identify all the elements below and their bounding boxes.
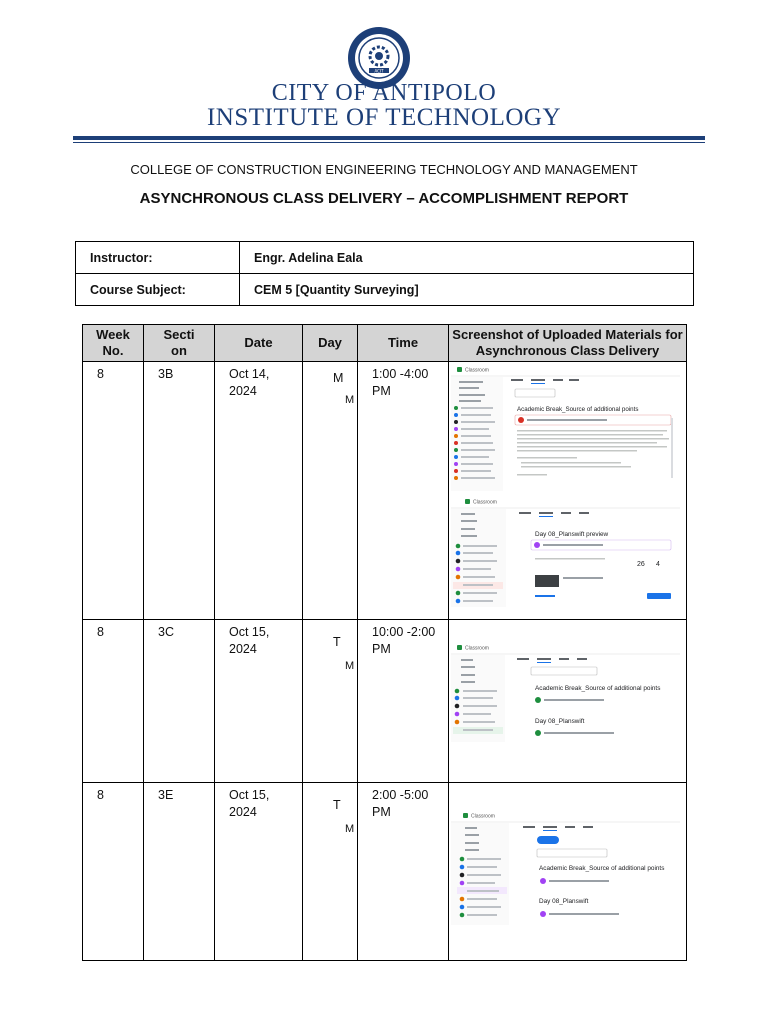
cell-section: 3B: [144, 362, 215, 620]
cell-week: 8: [83, 783, 144, 961]
svg-text:Classroom: Classroom: [471, 813, 495, 820]
header-time: Time: [358, 325, 449, 362]
header-day: Day: [303, 325, 358, 362]
svg-text:Classroom: Classroom: [465, 367, 489, 374]
cell-section: 3E: [144, 783, 215, 961]
cell-day: M M: [303, 362, 358, 620]
svg-text:ACIT: ACIT: [374, 68, 384, 74]
svg-text:Classroom: Classroom: [473, 499, 497, 506]
svg-text:26: 26: [637, 561, 645, 568]
institution-name-line1: CITY OF ANTIPOLO: [271, 80, 497, 106]
cell-day: T M: [303, 783, 358, 961]
cell-date: Oct 15, 2024: [215, 783, 303, 961]
cell-day: T M: [303, 620, 358, 783]
instructor-value: Engr. Adelina Eala: [240, 242, 694, 274]
classroom-icon: [463, 813, 468, 818]
header-section: Secti on: [144, 325, 215, 362]
svg-text:4: 4: [656, 561, 660, 568]
cell-time: 10:00 -2:00 PM: [358, 620, 449, 783]
cell-time: 1:00 -4:00 PM: [358, 362, 449, 620]
classroom-screenshot: [451, 640, 680, 742]
college-name: COLLEGE OF CONSTRUCTION ENGINEERING TECHNOLOGY AND MANAGEMENT: [130, 162, 638, 177]
instructor-info-table: [75, 241, 694, 306]
classroom-icon: [457, 645, 462, 650]
cell-section: 3C: [144, 620, 215, 783]
report-title: ASYNCHRONOUS CLASS DELIVERY – ACCOMPLISHMENT REPORT: [139, 190, 629, 207]
classroom-screenshot: [451, 810, 680, 925]
instructor-label: Instructor:: [76, 242, 240, 274]
institution-name-line2: INSTITUTE OF TECHNOLOGY: [206, 104, 562, 131]
svg-text:Academic Break_Source of addit: Academic Break_Source of additional points: [539, 865, 665, 872]
cell-date: Oct 14, 2024: [215, 362, 303, 620]
header-rule-thick: [73, 136, 705, 140]
cell-time: 2:00 -5:00 PM: [358, 783, 449, 961]
svg-text:Classroom: Classroom: [465, 645, 489, 652]
classroom-screenshot: [451, 495, 680, 607]
subject-value: CEM 5 [Quantity Surveying]: [240, 274, 694, 306]
header-screenshot: Screenshot of Uploaded Materials for Asynchronous Class Delivery: [449, 325, 687, 362]
svg-text:Academic Break_Source of addit: Academic Break_Source of additional points: [535, 685, 661, 692]
cell-week: 8: [83, 362, 144, 620]
svg-text:Day 08_Planswift preview: Day 08_Planswift preview: [535, 531, 609, 538]
header-date: Date: [215, 325, 303, 362]
svg-text:Day 08_Planswift: Day 08_Planswift: [539, 898, 589, 905]
cell-date: Oct 15, 2024: [215, 620, 303, 783]
header-week: Week No.: [83, 325, 144, 362]
classroom-icon: [457, 367, 462, 372]
classroom-icon: [465, 499, 470, 504]
subject-label: Course Subject:: [76, 274, 240, 306]
cell-week: 8: [83, 620, 144, 783]
svg-text:Academic Break_Source of addit: Academic Break_Source of additional points: [517, 406, 639, 413]
classroom-screenshot: [451, 363, 680, 491]
table-header-row: [83, 325, 687, 362]
header-rule-thin: [73, 142, 705, 143]
svg-text:Day 08_Planswift: Day 08_Planswift: [535, 718, 585, 725]
